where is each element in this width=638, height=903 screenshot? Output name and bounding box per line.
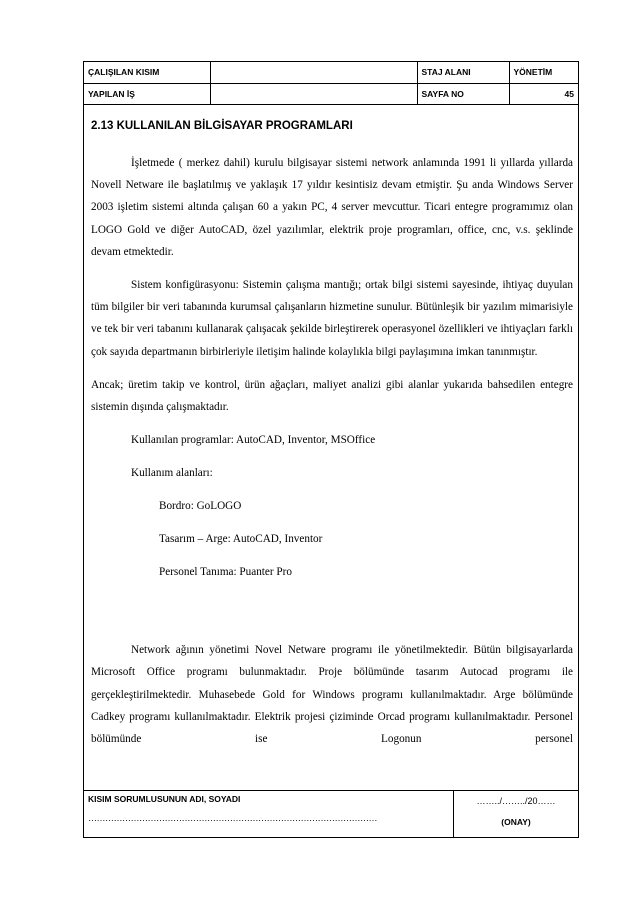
usage-area-personnel: Personel Tanıma: Puanter Pro [159, 566, 292, 579]
body-text [91, 152, 573, 750]
internship-area-value: YÖNETİM [509, 62, 578, 83]
approval-date: ……../……../20…… [476, 796, 556, 806]
paragraph-system-configuration [91, 274, 573, 363]
paragraph-network-history [91, 152, 573, 263]
usage-area-design: Tasarım – Arge: AutoCAD, Inventor [159, 533, 323, 546]
work-done-label: YAPILAN İŞ [84, 83, 210, 104]
footer [84, 790, 578, 837]
page-number-label: SAYFA NO [417, 83, 509, 104]
department-label: ÇALIŞILAN KISIM [84, 62, 210, 83]
page-number-value: 45 [509, 83, 578, 104]
content-area [84, 62, 578, 793]
usage-area-payroll: Bordro: GoLOGO [159, 500, 242, 513]
supervisor-name-label: KISIM SORUMLUSUNUN ADI, SOYADI [88, 794, 241, 804]
paragraph-network-management [91, 639, 573, 750]
programs-used: Kullanılan programlar: AutoCAD, Inventor, MSOffice [131, 434, 376, 447]
supervisor-name-field: ………………………………………………………………………………………… [88, 813, 377, 823]
section-title: 2.13 KULLANILAN BİLGİSAYAR PROGRAMLARI [91, 120, 353, 132]
document-page [83, 61, 579, 838]
paragraph-network-management-text: Network ağının yönetimi Novel Netware programı ile yönetilmektedir. Bütün bilgisayarlarda Microsoft Office programı bulunmaktadır. Proje bölümünde tasarım Autocad programı ile gerçekleştirilmektedir. Muhasebede Gold for Windows programı kullanılmaktadır. Arge bölümünde Cadkey programı kullanılmaktadır. Elektrik projesi çiziminde Orcad programı kullanılmaktadır. Personel bölümünde ise Logonun personel [91, 644, 573, 746]
usage-areas-label: Kullanım alanları: [131, 467, 213, 480]
paragraph-network-history-text: İşletmede ( merkez dahil) kurulu bilgisayar sistemi network anlamında 1991 li yıllarda yıllarda Novell Netware ile başlatılmış ve yaklaşık 17 yıldır kesintisiz devam etmiştir. Şu anda Windows Server 2003 işletim sistemi altında çalışan 60 a yakın PC, 4 server mevcuttur. Ticari entegre programımız olan LOGO Gold ve diğer AutoCAD, özel yazılımlar, elektrik proje programları, office, cnc, v.s. şeklinde devam etmektedir. [91, 157, 573, 258]
approval-label: (ONAY) [501, 817, 531, 827]
paragraph-system-configuration-text: Sistem konfigürasyonu: Sistemin çalışma mantığı; ortak bilgi sistemi sayesinde, ihtiyaç duyulan tüm bilgiler bir veri tabanında kurumsal çalışanların hizmetine sunulur. Bütünleşik bir yazılım mimarisiyle ve tek bir veri tabanını kullanarak çalışacak şekilde birleştirerek operasyonel özellikleri ve ihtiyaçları farklı çok sayıda departmanın birbirleriyle iletişim halinde kolaylıkla bilgi paylaşımına imkan tanınmıştır. [91, 279, 573, 358]
internship-area-label: STAJ ALANI [417, 62, 509, 83]
supervisor-cell [84, 791, 454, 837]
paragraph-exceptions: Ancak; üretim takip ve kontrol, ürün ağaçları, maliyet analizi gibi alanlar yukarıda bahsedilen entegre sistemin dışında çalışmaktadır. [91, 378, 573, 414]
